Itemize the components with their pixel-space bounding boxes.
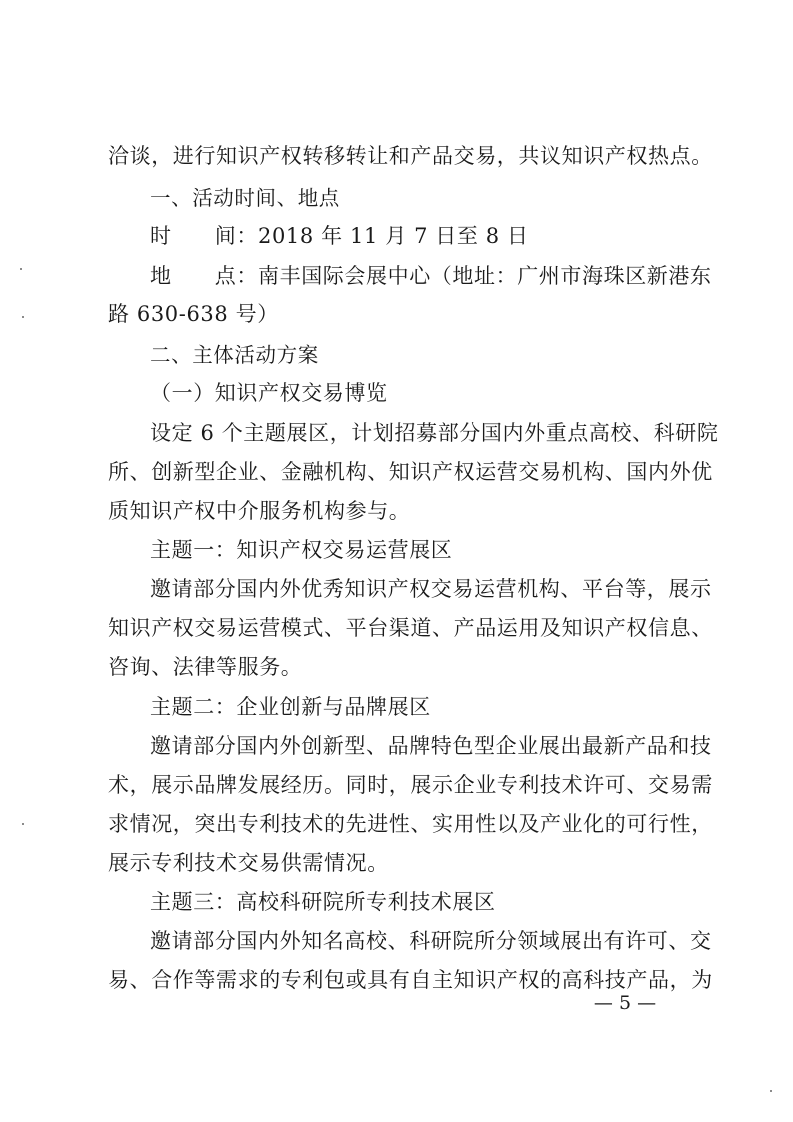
theme-three-heading: 主题三：高校科研院所专利技术展区 — [150, 890, 496, 914]
scan-speck — [22, 823, 24, 825]
scan-speck — [22, 316, 24, 318]
subsection-heading-ip-expo: （一）知识产权交易博览 — [150, 381, 388, 405]
theme-three-paragraph-line-2: 易、合作等需求的专利包或具有自主知识产权的高科技产品，为 — [108, 968, 713, 992]
theme-one-paragraph-line-3: 咨询、法律等服务。 — [108, 655, 303, 679]
theme-three-paragraph: 邀请部分国内外知名高校、科研院所分领域展出有许可、交 — [150, 929, 712, 953]
event-location: 地 点：南丰国际会展中心（地址：广州市海珠区新港东 — [150, 264, 712, 288]
theme-two-paragraph-line-2: 术，展示品牌发展经历。同时，展示企业专利技术许可、交易需 — [108, 773, 713, 797]
scan-speck — [20, 268, 22, 270]
theme-two-heading: 主题二：企业创新与品牌展区 — [150, 695, 431, 719]
scan-speck — [770, 1090, 772, 1092]
theme-two-paragraph: 邀请部分国内外创新型、品牌特色型企业展出最新产品和技 — [150, 734, 712, 758]
page-number: — 5 — — [593, 992, 657, 1014]
paragraph-expo-intro-line-3: 质知识产权中介服务机构参与。 — [108, 499, 411, 523]
theme-one-paragraph-line-2: 知识产权交易运营模式、平台渠道、产品运用及知识产权信息、 — [108, 616, 713, 640]
section-heading-time-place: 一、活动时间、地点 — [150, 186, 340, 210]
theme-two-paragraph-line-4: 展示专利技术交易供需情况。 — [108, 851, 389, 875]
paragraph-expo-intro-line-2: 所、创新型企业、金融机构、知识产权运营交易机构、国内外优 — [108, 460, 713, 484]
theme-two-paragraph-line-3: 求情况，突出专利技术的先进性、实用性以及产业化的可行性， — [108, 812, 713, 836]
paragraph-continuation: 洽谈，进行知识产权转移转让和产品交易，共议知识产权热点。 — [108, 144, 713, 168]
paragraph-expo-intro: 设定 6 个主题展区，计划招募部分国内外重点高校、科研院 — [150, 421, 719, 445]
section-heading-main-activities: 二、主体活动方案 — [150, 343, 319, 367]
theme-one-paragraph: 邀请部分国内外优秀知识产权交易运营机构、平台等，展示 — [150, 577, 712, 601]
event-location-continued: 路 630-638 号） — [108, 302, 279, 326]
theme-one-heading: 主题一：知识产权交易运营展区 — [150, 538, 453, 562]
event-time: 时 间：2018 年 11 月 7 日至 8 日 — [150, 224, 529, 248]
